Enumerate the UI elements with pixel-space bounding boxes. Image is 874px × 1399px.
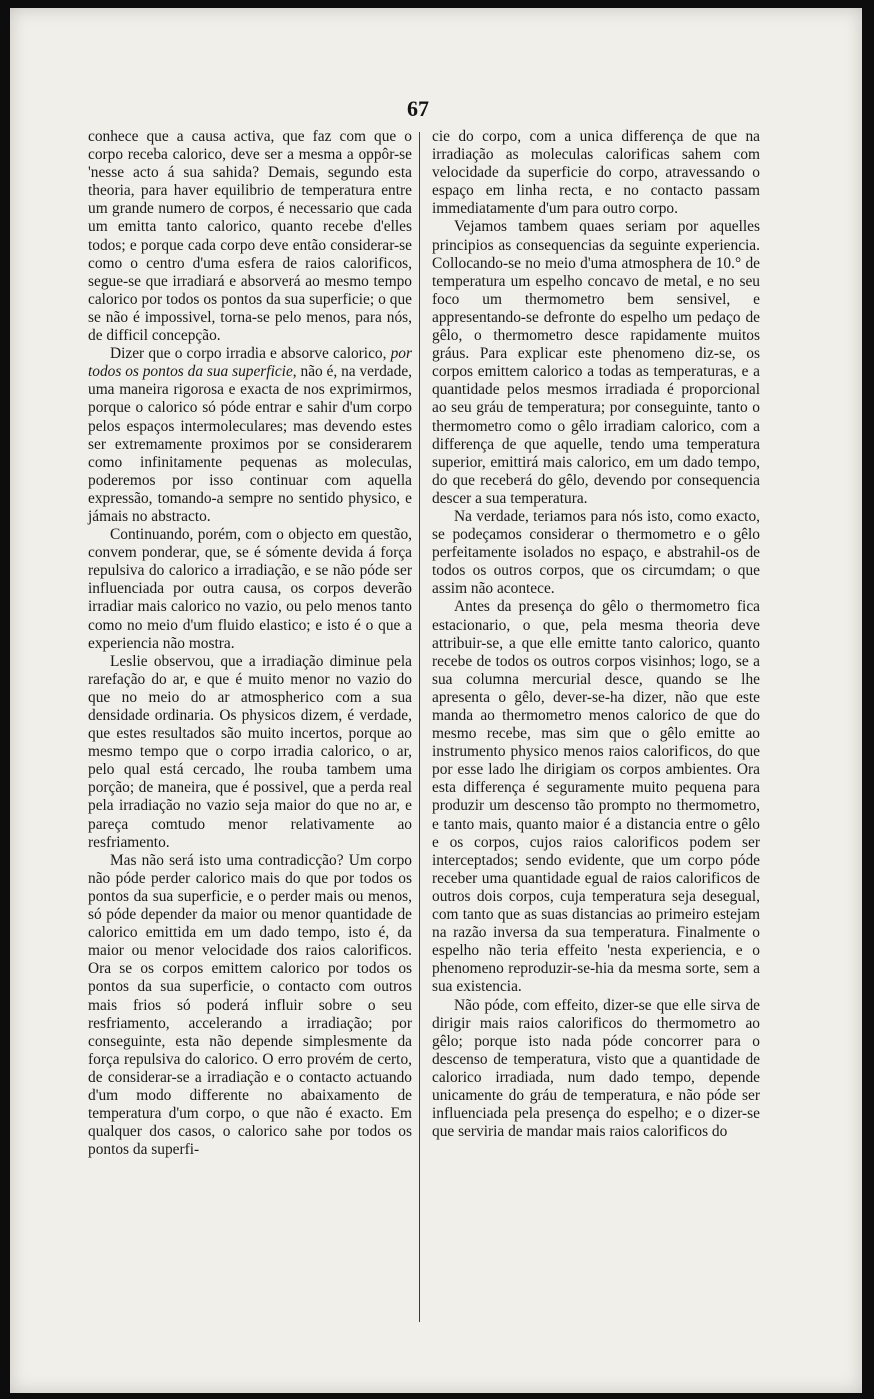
paragraph: Leslie observou, que a irradiação diminue pela rarefação do ar, e que é muito menor no vazio do que no meio do ar atmospherico com a sua densidade ordinaria. Os physicos dizem, é verdade, que estes resultados são muito incertos, porque ao mesmo tempo que o corpo irradia calorico, o ar, pelo qual está cercado, lhe rouba tambem uma porção; de maneira, que é possivel, que a perda real pela irradiação no vazio seja maior do que no ar, e pareça comtudo menor relativamente ao resfriamento. (88, 652, 412, 851)
paragraph: Continuando, porém, com o objecto em questão, convem ponderar, que, se é sómente devida á força repulsiva do calorico a irradiação, e se não póde ser influenciada por outra causa, os corpos deverão irradiar mais calorico no vazio, ou pelo menos tanto como no meio d'um fluido elastico; e isto é o que a experiencia não mostra. (88, 526, 412, 652)
paragraph: cie do corpo, com a unica differença de que na irradiação as moleculas calorificas sahem com velocidade da superficie do corpo, atravessando o espaço em linha recta, e no contacto passam immediatamente d'um para outro corpo. (432, 128, 760, 218)
paragraph: Vejamos tambem quaes seriam por aquelles principios as consequencias da seguinte experiencia. Collocando-se no meio d'uma atmosphera de 10.° de temperatura um espelho concavo de metal, e no seu foco um thermometro bem sensivel, e appresentando-se defronte do espelho um pedaço de gêlo, o thermometro desce rapidamente muitos gráus. Para explicar este phenomeno diz-se, os corpos emittem calorico a todas as temperaturas, e a quantidade pelos mesmos irradiada é proporcional ao seu gráu de temperatura; por conseguinte, tanto o thermometro como o gêlo irradiam calorico, com a differença de que aquelle, tendo uma temperatura superior, emittirá mais calorico, em um dado tempo, do que receberá do gêlo, devendo por consequencia descer a sua temperatura. (432, 218, 760, 507)
italic-phrase: por todos os pontos da sua superficie (88, 345, 412, 381)
left-column (88, 128, 412, 1159)
paragraph: Antes da presença do gêlo o thermometro fica estacionario, o que, pela mesma theoria deve attribuir-se, a que elle emitte tanto calorico, quanto recebe de todos os outros corpos visinhos; logo, se a sua columna mercurial desce, quando se lhe apresenta o gêlo, dever-se-ha dizer, não que este manda ao thermometro menos calorico de que do mesmo recebe, mas sim que o gêlo emitte ao instrumento physico menos raios calorificos, do que por esse lado lhe dirigiam os corpos ambientes. Ora esta differença é seguramente muito pequena para produzir um descenso tão prompto no thermometro, e tanto mais, quanto maior é a distancia entre o gêlo e os corpos, cujos raios calorificos podem ser interceptados; sendo evidente, que um corpo póde receber uma quantidade egual de raios calorificos de outros dois corpos, cuja temperatura seja desegual, com tanto que as suas distancias ao primeiro estejam na razão inversa da sua temperatura. Finalmente o espelho não teria effeito 'nesta experiencia, e o phenomeno reproduzir-se-hia da mesma sorte, sem a sua existencia. (432, 598, 760, 996)
right-column (432, 128, 760, 1141)
paragraph: Não póde, com effeito, dizer-se que elle sirva de dirigir mais raios calorificos do thermometro ao gêlo; porque isto nada póde concorrer para o descenso de temperatura, visto que a quantidade de calorico irradiada, num dado tempo, depende unicamente do gráu de temperatura, e não póde ser influenciada pela presença do espelho; e o dizer-se que serviria de mandar mais raios calorificos do (432, 996, 760, 1141)
paragraph (88, 345, 412, 526)
paragraph-text: Dizer que o corpo irradia e absorve calorico, (110, 345, 391, 363)
column-divider (419, 132, 420, 1322)
page-number: 67 (407, 96, 429, 121)
paragraph-text: , não é, na verdade, uma maneira rigorosa e exacta de nos exprimirmos, porque o calorico só póde entrar e sahir d'um corpo pelos espaços intermoleculares; mas devendo estes ser extremamente proximos por se considerarem como infinitamente pequenas as moleculas, poderemos por isso continuar com aquella expressão, tomando-a sempre no sentido physico, e jámais no abstracto. (88, 363, 413, 525)
paragraph: conhece que a causa activa, que faz com que o corpo receba calorico, deve ser a mesma a oppôr-se 'nesse acto á sua sahida? Demais, segundo esta theoria, para haver equilibrio de temperatura entre um grande numero de corpos, é necessario que cada um emitta tanto calorico, quanto recebe d'elles todos; e porque cada corpo deve então considerar-se como o centro d'uma esfera de raios calorificos, segue-se que irradiará e absorverá ao mesmo tempo calorico por todos os pontos da sua superficie; o que se não é impossivel, torna-se pelo menos, para nós, de difficil concepção. (88, 128, 412, 345)
paragraph: Mas não será isto uma contradicção? Um corpo não póde perder calorico mais do que por todos os pontos da sua superficie, e o perder mais ou menos, só póde depender da maior ou menor quantidade de calorico emittida em um dado tempo, isto é, da maior ou menor velocidade dos raios calorificos. Ora se os corpos emittem calorico por todos os pontos da sua superficie, o contacto com outros mais frios só poderá influir sobre o seu resfriamento, accelerando a irradiação; por conseguinte, esta não depende simplesmente da força repulsiva do calorico. O erro provém de certo, de considerar-se a irradiação e o contacto actuando d'um modo differente no abaixamento de temperatura d'um corpo, o que não é exacto. Em qualquer dos casos, o calorico sahe por todos os pontos da superfi- (88, 851, 412, 1159)
paragraph: Na verdade, teriamos para nós isto, como exacto, se podeçamos considerar o thermometro e o gêlo perfeitamente isolados no espaço, e abstrahil-os de todos os outros corpos, que os circumdam; o que assim não acontece. (432, 507, 760, 598)
book-page (10, 8, 862, 1393)
